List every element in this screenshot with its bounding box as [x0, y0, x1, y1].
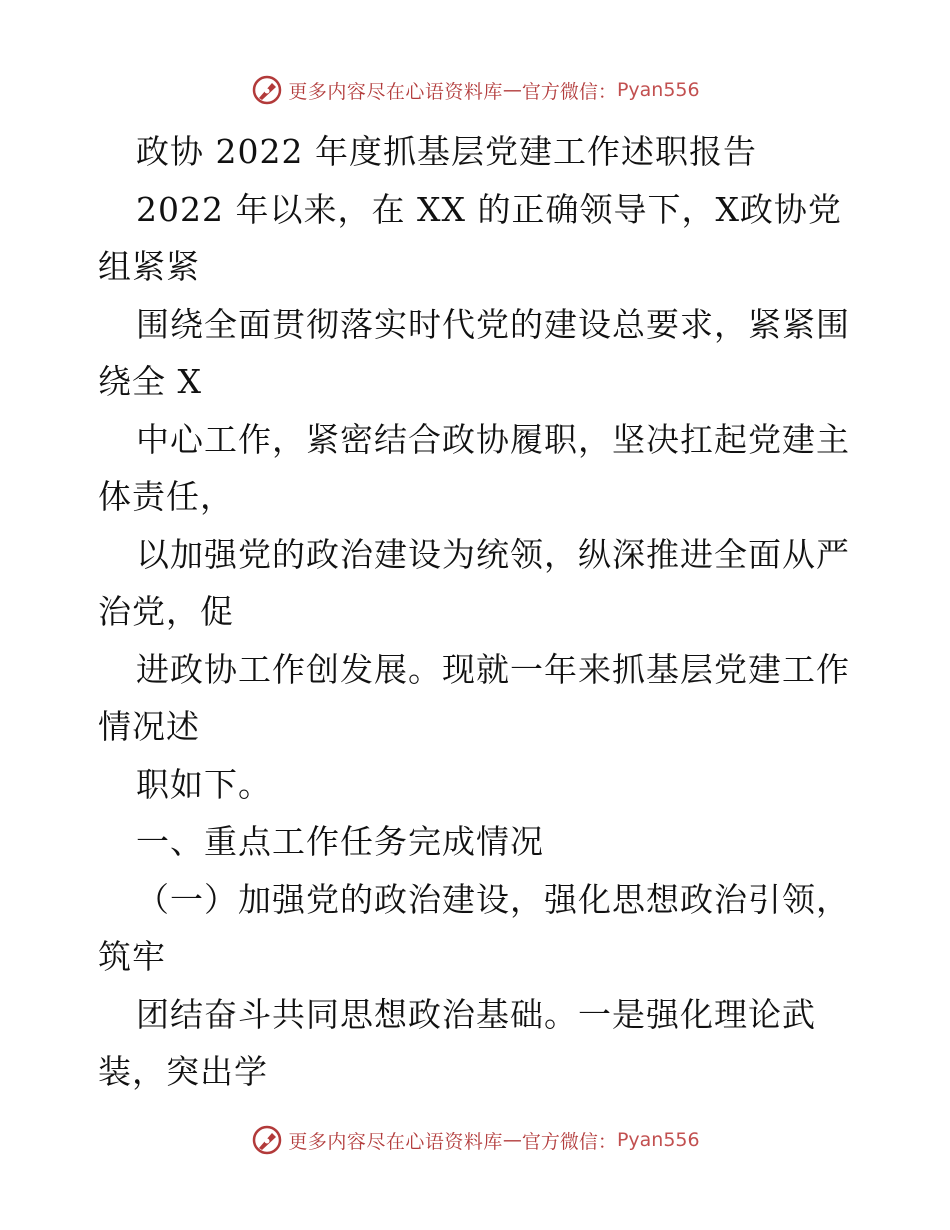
paragraph-line: 团结奋斗共同思想政治基础。一是强化理论武 — [136, 994, 816, 1034]
header-promo-text: 更多内容尽在心语资料库 — [288, 80, 503, 103]
paragraph-line: 绕全 X — [98, 362, 202, 401]
header-watermark-banner — [0, 70, 950, 110]
footer-wechat-id: Pyan556 — [616, 1129, 700, 1151]
paragraph-line: 2022 年以来，在 XX 的正确领导下，X政协党 — [136, 189, 842, 229]
paragraph-line: 筑牢 — [98, 937, 166, 976]
document-body — [98, 123, 858, 1101]
paragraph-line: 以加强党的政治建设为统领，纵深推进全面从严 — [136, 534, 850, 574]
paragraph-line: 装，突出学 — [98, 1052, 268, 1091]
header-wechat-label: 官方微信： — [521, 80, 617, 103]
paragraph-line: 情况述 — [98, 707, 200, 746]
paragraph-line: 职如下。 — [136, 764, 272, 804]
document-title: 政协 2022 年度抓基层党建工作述职报告 — [136, 132, 757, 171]
footer-promo-text: 更多内容尽在心语资料库 — [288, 1130, 503, 1153]
header-wechat-id: Pyan556 — [616, 79, 700, 101]
paragraph-line: 体责任， — [98, 477, 234, 516]
section-heading: 一、重点工作任务完成情况 — [136, 822, 544, 861]
paragraph-line: 治党，促 — [98, 592, 234, 631]
paragraph-line: 中心工作，紧密结合政协履职，坚决扛起党建主 — [136, 419, 850, 459]
pen-nib-logo-icon — [250, 1123, 284, 1157]
subsection-heading: （一）加强党的政治建设，强化思想政治引领， — [136, 879, 850, 919]
paragraph-line: 进政协工作创发展。现就一年来抓基层党建工作 — [136, 649, 850, 689]
paragraph-line: 围绕全面贯彻落实时代党的建设总要求，紧紧围 — [136, 304, 850, 344]
footer-watermark-banner — [0, 1120, 950, 1160]
paragraph-line: 组紧紧 — [98, 247, 200, 286]
footer-dash: — — [502, 1129, 522, 1151]
footer-wechat-label: 官方微信： — [521, 1130, 617, 1153]
pen-nib-logo-icon — [250, 73, 284, 107]
header-dash: — — [502, 79, 522, 101]
